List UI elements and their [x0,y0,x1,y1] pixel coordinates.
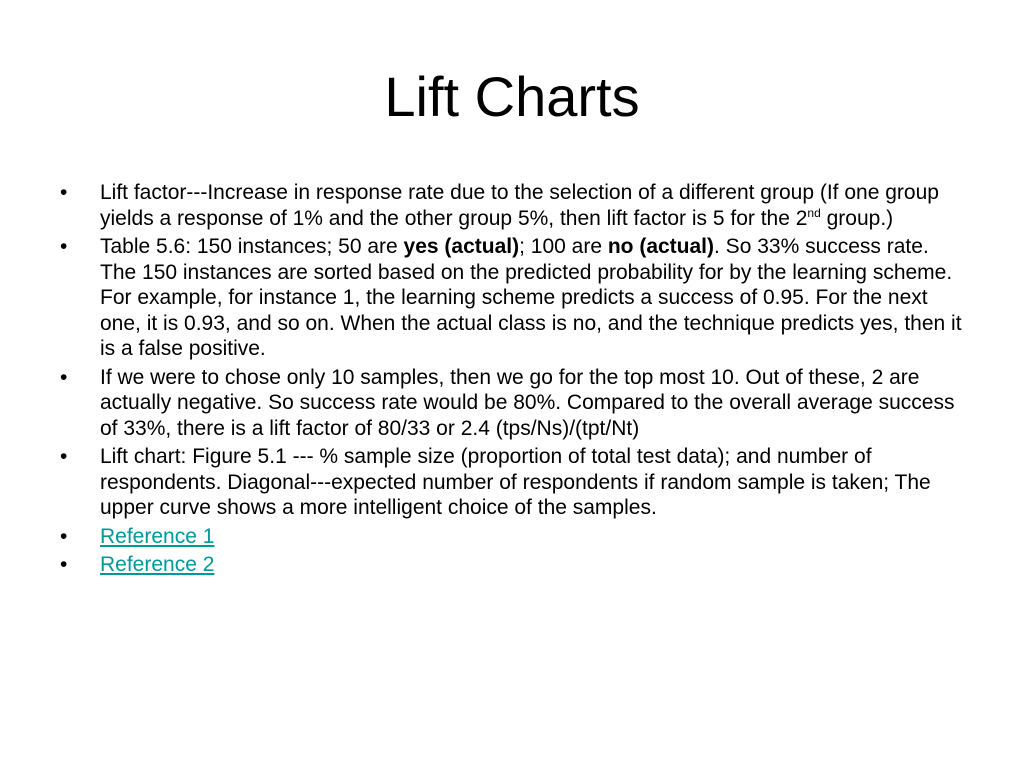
reference-2-link[interactable]: Reference 2 [100,553,215,576]
bullet-icon: • [60,181,68,204]
bold-text: yes (actual) [403,235,520,258]
bullet-text: If we were to chose only 10 samples, then we go for the top most 10. Out of these, 2 are actually negative. So success rate would be 80%. Compared to the overall average success of 33%, there is a lift factor of 80/33 or 2.4 (tps/Ns)/(tpt/Nt) [100,365,955,440]
bullet-text: Lift chart: Figure 5.1 --- % sample size (proportion of total test data); and number of respondents. Diagonal---expected number of respondents if random sample is taken; The upper curve shows a more intelligent choice of the samples. [100,445,931,519]
bullet-table-5-6 [60,234,970,362]
slide-title: Lift Charts [384,65,640,128]
bullet-list [60,180,970,581]
bullet-ten-samples [60,365,970,442]
bullet-icon: • [60,524,68,548]
bullet-text: ; 100 are [519,235,608,258]
bullet-reference-1 [60,524,970,550]
bullet-icon: • [60,365,68,389]
bullet-reference-2 [60,552,970,578]
bullet-text: Lift factor---Increase in response rate due to the selection of a different group (If one group yields a response of 1% and the other group 5%, then lift factor is 5 for the 2 [100,181,939,230]
bullet-icon: • [60,445,68,468]
bullet-text: . So 33% success rate. The 150 instances are sorted based on the predicted probability for by the learning scheme. For example, for instance 1, the learning scheme predicts a success of 0.95. For the next one, it is 0.93, and so on. When the actual class is no, and the technique predicts yes, then it is a false positive. [100,235,962,360]
bullet-icon: • [60,553,68,576]
bold-text: no (actual) [607,235,715,258]
reference-1-link[interactable]: Reference 1 [100,524,215,548]
bullet-icon: • [60,235,68,258]
bullet-text: Table 5.6: 150 instances; 50 are [100,235,404,258]
bullet-lift-factor [60,180,970,231]
bullet-lift-chart [60,444,970,521]
bullet-text: group.) [820,206,894,230]
superscript: nd [807,205,821,220]
